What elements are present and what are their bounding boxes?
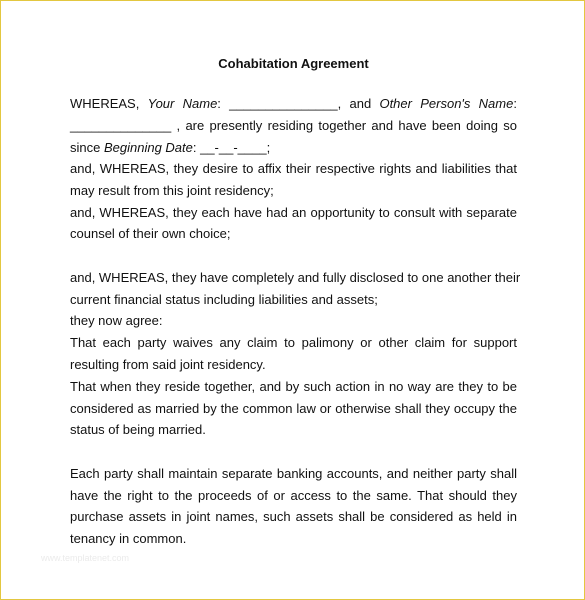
agreement-line-14: considered as married by the common law or otherwise shall they occupy the <box>70 401 517 416</box>
document-title: Cohabitation Agreement <box>218 56 369 71</box>
agreement-line-15: status of being married. <box>70 422 206 437</box>
other-person-name-placeholder: Other Person's Name <box>379 96 514 111</box>
agreement-line-4: and, WHEREAS, they desire to affix their respective rights and liabilities that <box>70 161 517 176</box>
agreement-line-13: That when they reside together, and by such action in no way are they to be <box>70 379 517 394</box>
your-name-placeholder: Your Name <box>147 96 218 111</box>
agreement-line-3: since Beginning Date: __-__-____; <box>70 140 271 155</box>
agreement-line-19: tenancy in common. <box>70 531 187 546</box>
agreement-line-17: have the right to the proceeds of or access to the same. That should they <box>70 488 517 503</box>
agreement-line-8: and, WHEREAS, they have completely and fully disclosed to one another their <box>70 270 521 285</box>
watermark-text: www.templatenet.com <box>41 553 130 563</box>
agreement-line-9: current financial status including liabilities and assets; <box>70 292 378 307</box>
agreement-line-2: ______________ , are presently residing together and have been doing so <box>70 118 517 133</box>
agreement-line-5: may result from this joint residency; <box>70 183 274 198</box>
agreement-line-6: and, WHEREAS, they each have had an opportunity to consult with separate <box>70 205 517 220</box>
agreement-line-12: resulting from said joint residency. <box>70 357 266 372</box>
beginning-date-placeholder: Beginning Date <box>103 140 193 155</box>
agreement-line-18: purchase assets in joint names, such assets shall be considered as held in <box>70 509 517 524</box>
agreement-line-7: counsel of their own choice; <box>70 226 231 241</box>
agreement-line-10: they now agree: <box>70 313 163 328</box>
agreement-line-1: WHEREAS, Your Name: _______________, and Other Person's Name: <box>70 96 517 111</box>
agreement-line-11: That each party waives any claim to palimony or other claim for support <box>70 335 517 350</box>
agreement-line-16: Each party shall maintain separate banking accounts, and neither party shall <box>70 466 517 481</box>
